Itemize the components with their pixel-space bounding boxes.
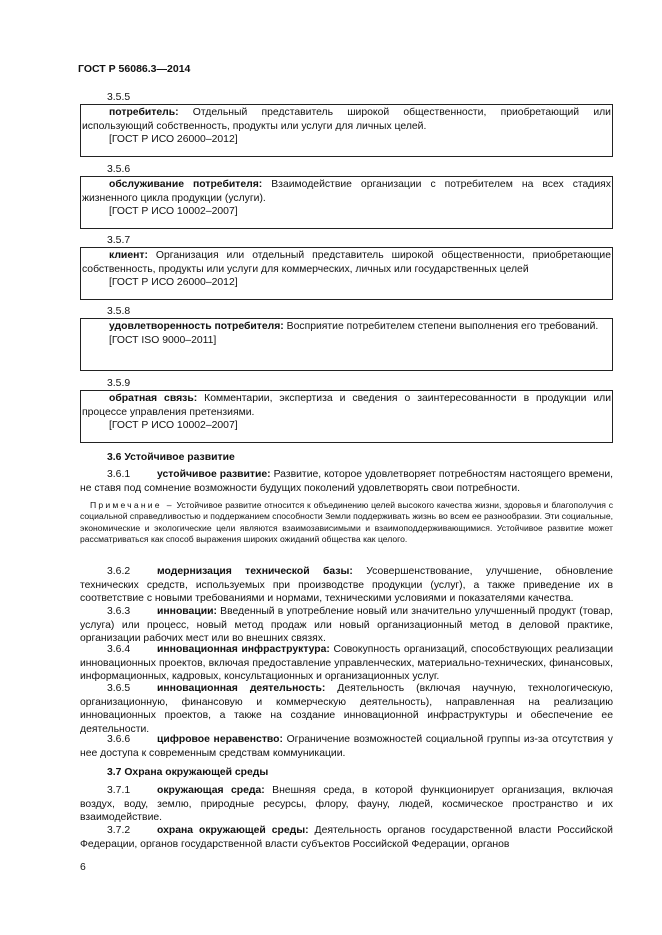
term-name: обслуживание потребителя: [109,179,263,190]
term-name: инновационная деятельность: [157,683,326,694]
term-name: обратная связь: [109,393,198,404]
note-text: Устойчивое развитие относится к объединению целей высокого качества жизни, здоровья и благополучия с социальной справедливостью и поддержанием способности Земли поддерживать жизнь во всем ее разнообразии. Эти социальные, экономические и экологические цели являются взаимозависимыми и взаимоподдерживающимися. Устойчивое развитие может рассматриваться как способ выражения широких ожиданий общества как целого. [80,500,613,545]
term-paragraph [80,784,613,825]
term-number: 3.5.8 [107,306,131,317]
term-definition: Отдельный представитель широкой общественности, приобретающий или использующий собственность, продукты или услуги для личных целей. [82,107,611,132]
term-name: потребитель: [109,107,179,118]
term-definition: Организация или отдельный представитель широкой общественности, приобретающие собственность, продукты или услуги для коммерческих, личных или государственных целей [82,250,611,275]
term-name: устойчивое развитие: [157,469,271,480]
term-name: клиент: [109,250,148,261]
term-name: охрана окружающей среды: [157,825,309,836]
term-definition: Взаимодействие организации с потребителем на всех стадиях жизненного цикла продукции (услуги). [82,179,611,204]
term-box [80,390,613,443]
term-paragraph [80,643,613,684]
term-definition: Комментарии, экспертиза и сведения о заинтересованности в продукции или процессе управления претензиями. [82,393,612,418]
term-definition: Ограничение возможностей социальной группы из-за отсутствия у нее доступа к современным средствам коммуникации. [80,734,613,759]
term-number: 3.6.4 [107,644,131,655]
term-reference: [ГОСТ Р ИСО 26000–2012] [109,277,238,289]
term-name: удовлетворенность потребителя: [109,321,284,332]
term-name: инновации: [157,606,217,617]
term-number: 3.6.2 [107,566,131,577]
term-definition: Совокупность организаций, способствующих реализации инновационных проектов, включая предоставление управленческих, материально-технических, финансовых, информационных, кадровых, консультационных и организационных услуг. [80,644,614,683]
note-label: Примечание – [90,500,174,510]
term-name: инновационная инфраструктура: [157,644,330,655]
term-number: 3.6.6 [107,734,131,745]
term-definition: Развитие, которое удовлетворяет потребностям настоящего времени, не ставя под сомнение возможности будущих поколений удовлетворять свои потребности. [80,469,614,494]
term-reference: [ГОСТ Р ИСО 10002–2007] [109,206,238,218]
term-number: 3.6.1 [107,469,131,480]
term-reference: [ГОСТ Р ИСО 10002–2007] [109,420,238,432]
term-definition: Восприятие потребителем степени выполнения его требований. [286,321,599,332]
document-header: ГОСТ Р 56086.3—2014 [78,63,191,75]
term-name: цифровое неравенство: [157,734,283,745]
section-title: 3.6 Устойчивое развитие [107,452,235,463]
term-definition: Введенный в употребление новый или значительно улучшенный продукт (товар, услуга) или процесс, новый метод продаж или новый организационный метод в деловой практике, организации рабочих мест или во внешних связях. [80,606,613,645]
term-number: 3.6.3 [107,606,131,617]
term-number: 3.5.6 [107,164,131,175]
term-name: модернизация технической базы: [157,566,353,577]
term-paragraph [80,565,613,606]
term-paragraph [80,733,613,760]
term-paragraph [80,682,613,736]
note [80,500,613,546]
term-number: 3.7.1 [107,785,131,796]
term-paragraph [80,605,613,646]
term-box [80,104,613,157]
term-paragraph [80,824,613,851]
term-definition: Усовершенствование, улучшение, обновление технических средств, используемых при производстве продукции (услуг), а также приведение их в соответствие с новыми требованиями и нормами, техническими условиями и показателями качества. [80,566,614,605]
term-box [80,318,613,371]
term-name: окружающая среда: [157,785,265,796]
term-number: 3.6.5 [107,683,131,694]
section-title: 3.7 Охрана окружающей среды [107,767,269,778]
page-number: 6 [80,862,86,873]
term-paragraph [80,468,613,495]
term-number: 3.5.9 [107,378,131,389]
term-reference: [ГОСТ Р ИСО 26000–2012] [109,134,238,146]
term-number: 3.7.2 [107,825,131,836]
term-definition: Деятельность (включая научную, технологическую, организационную, финансовую и коммерческую деятельность), направленная на реализацию инновационных проектов, а также на создание инновационной инфраструктуры и обеспечение ее деятельности. [80,683,613,735]
term-number: 3.5.7 [107,235,131,246]
term-number: 3.5.5 [107,92,131,103]
term-box [80,247,613,300]
term-box [80,176,613,229]
term-reference: [ГОСТ ISO 9000–2011] [109,334,217,346]
term-definition: Деятельность органов государственной власти Российской Федерации, органов государственной власти субъектов Российской Федерации, органов [80,825,613,850]
term-definition: Внешняя среда, в которой функционирует организация, включая воздух, воду, землю, природные ресурсы, флору, фауну, людей, космическое пространство и их взаимодействие. [80,785,614,824]
